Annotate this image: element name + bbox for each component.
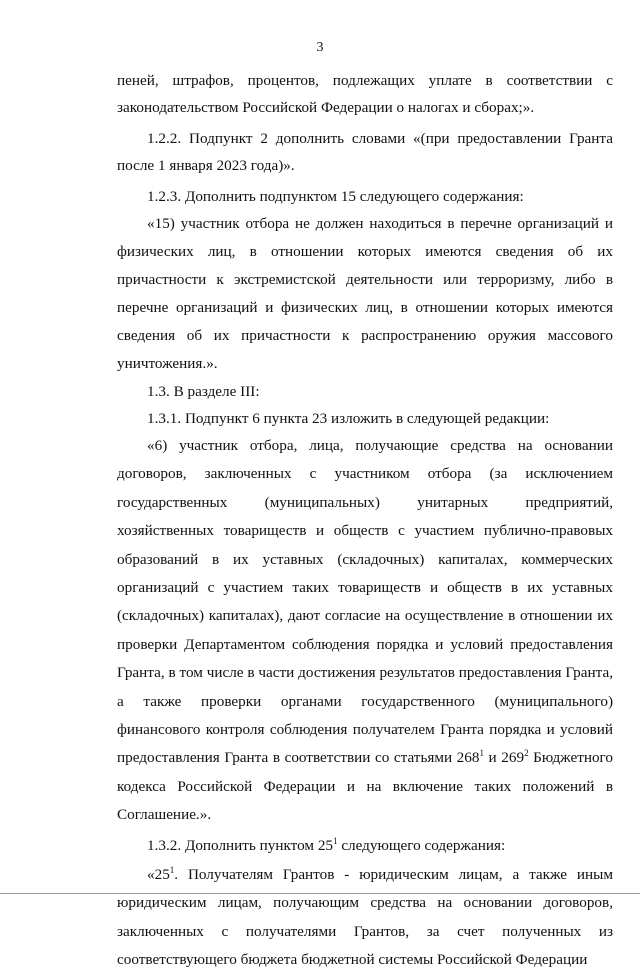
item-25-1-text: . Получателям Грантов - юридическим лицам, а также иным юридическим лицам, получающим средства на основании договоров, заключенных с получателями Грантов, за счет полученных из соответствующего бюджета бюджетной системы Российской Федерации: [117, 865, 613, 969]
paragraph-1-2-2: 1.2.2. Подпункт 2 дополнить словами «(при предоставлении Гранта после 1 января 2023 года)».: [117, 130, 613, 174]
paragraph-item-25-1: [117, 861, 613, 975]
superscript: 1: [169, 864, 175, 875]
superscript: 1: [333, 835, 338, 846]
paragraph-1-2-3: 1.2.3. Дополнить подпунктом 15 следующего содержания:: [147, 188, 524, 205]
subitem-6-text-start: «6) участник отбора, лица, получающие средства на основании договоров, заключенных с участником отбора (за исключением государственных (муниципальных) унитарных предприятий, хозяйственных товариществ и обществ с участием публично-правовых образований в их уставных (складочных) капиталах, коммерческих организаций с участием таких товариществ и обществ в их уставных (складочных) капиталах), дают согласие на осуществление в отношении их проверки Департаментом соблюдения порядка и условий предоставления Гранта, в том числе в части достижения результатов предоставления Гранта, а также проверки органами государственного (муниципального) финансового контроля соблюдения получателем Гранта порядка и условий предоставления Гранта в соответствии со статьями 268: [117, 437, 613, 767]
paragraph-1-3-2-start: 1.3.2. Дополнить пунктом 25: [147, 836, 334, 854]
document-body: [117, 67, 613, 975]
subitem-6-text-middle: и 269: [483, 749, 525, 767]
page-bottom-line: [0, 893, 640, 894]
paragraph-taxes-fees: пеней, штрафов, процентов, подлежащих уплате в соответствии с законодательством Российской Федерации о налогах и сборах;».: [117, 72, 613, 116]
item-25-1-start: «25: [147, 865, 170, 883]
superscript: 1: [479, 748, 484, 759]
page-number: 3: [316, 40, 324, 55]
paragraph-subitem-6: [117, 432, 613, 830]
paragraph-1-3-2-end: следующего содержания:: [337, 836, 506, 854]
paragraph-subitem-15: «15) участник отбора не должен находиться в перечне организаций и физических лиц, в отношении которых имеются сведения об их причастности к экстремистской деятельности или терроризму, либо в перечне организаций и физических лиц, в отношении которых имеются сведения об их причастности к распространению оружия массового уничтожения.».: [117, 215, 613, 372]
paragraph-1-3: 1.3. В разделе III:: [147, 383, 260, 400]
superscript: 2: [524, 748, 529, 759]
subitem-6-text-end: Бюджетного кодекса Российской Федерации и на включение таких положений в Соглашение.».: [117, 749, 614, 824]
paragraph-1-3-1: 1.3.1. Подпункт 6 пункта 23 изложить в следующей редакции:: [147, 410, 550, 427]
paragraph-1-3-2: [117, 832, 613, 859]
